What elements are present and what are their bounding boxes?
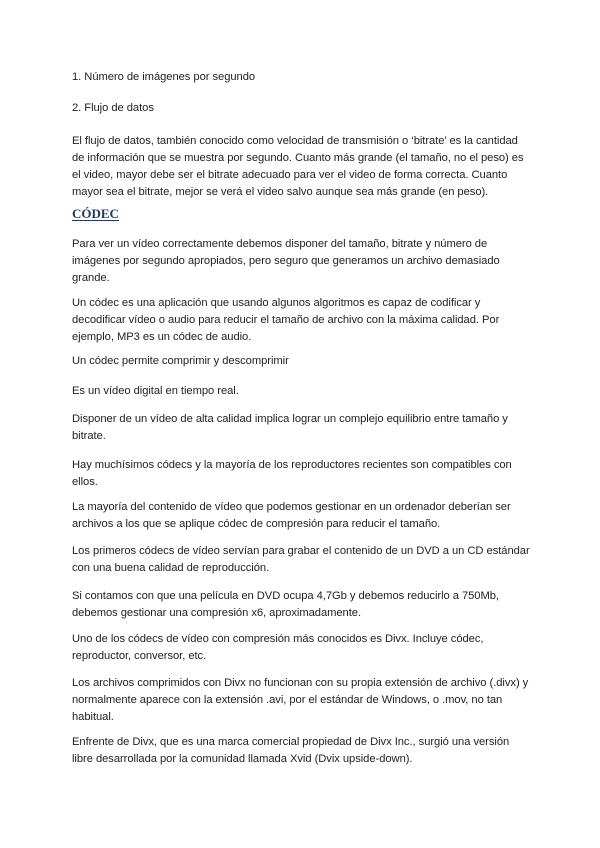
paragraph: Un códec es una aplicación que usando algunos algoritmos es capaz de codificar y decodificar vídeo o audio para reducir el tamaño de archivo con la máxima calidad. Por ejemplo, MP3 es un códec de audio. <box>72 297 500 343</box>
paragraph: La mayoría del contenido de vídeo que podemos gestionar en un ordenador deberían ser archivos a los que se aplique códec de compresión para reducir el tamaño. <box>72 501 511 530</box>
paragraph: Hay muchísimos códecs y la mayoría de los reproductores recientes son compatibles con ellos. <box>72 459 512 488</box>
paragraph: Los archivos comprimidos con Divx no funcionan con su propia extensión de archivo (.divx) y normalmente aparece con la extensión .avi, por el estándar de Windows, o .mov, no tan habitual. <box>72 677 529 723</box>
paragraph: Un códec permite comprimir y descomprimir <box>72 355 289 367</box>
paragraph: Uno de los códecs de vídeo con compresión más conocidos es Divx. Incluye códec, reproductor, conversor, etc. <box>72 633 484 662</box>
list-item-frame-rate: 1. Número de imágenes por segundo <box>72 71 256 83</box>
paragraph: Para ver un vídeo correctamente debemos disponer del tamaño, bitrate y número de imágenes por segundo apropiados, pero seguro que generamos un archivo demasiado grande. <box>72 238 500 284</box>
list-item-bitrate: 2. Flujo de datos <box>72 102 154 114</box>
paragraph: Enfrente de Divx, que es una marca comercial propiedad de Divx Inc., surgió una versión libre desarrollada por la comunidad llamada Xvid (Dvix upside-down). <box>72 736 510 765</box>
paragraph: Disponer de un vídeo de alta calidad implica lograr un complejo equilibrio entre tamaño y bitrate. <box>72 413 508 442</box>
section-heading-codec: CÓDEC <box>72 206 119 221</box>
paragraph: Es un vídeo digital en tiempo real. <box>72 385 239 397</box>
paragraph: Si contamos con que una película en DVD ocupa 4,7Gb y debemos reducirlo a 750Mb, debemos gestionar una compresión x6, aproximadamente. <box>72 590 499 619</box>
paragraph: Los primeros códecs de vídeo servían para grabar el contenido de un DVD a un CD estándar con una buena calidad de reproducción. <box>72 545 530 574</box>
paragraph-bitrate-definition: El flujo de datos, también conocido como velocidad de transmisión o ‘bitrate’ es la cantidad de información que se muestra por segundo. Cuanto más grande (el tamaño, no el peso) es el video, mayor debe ser el bitrate adecuado para ver el video de forma correcta. Cuanto mayor sea el bitrate, mejor se verá el video salvo aunque sea más grande (en peso). <box>72 135 524 198</box>
